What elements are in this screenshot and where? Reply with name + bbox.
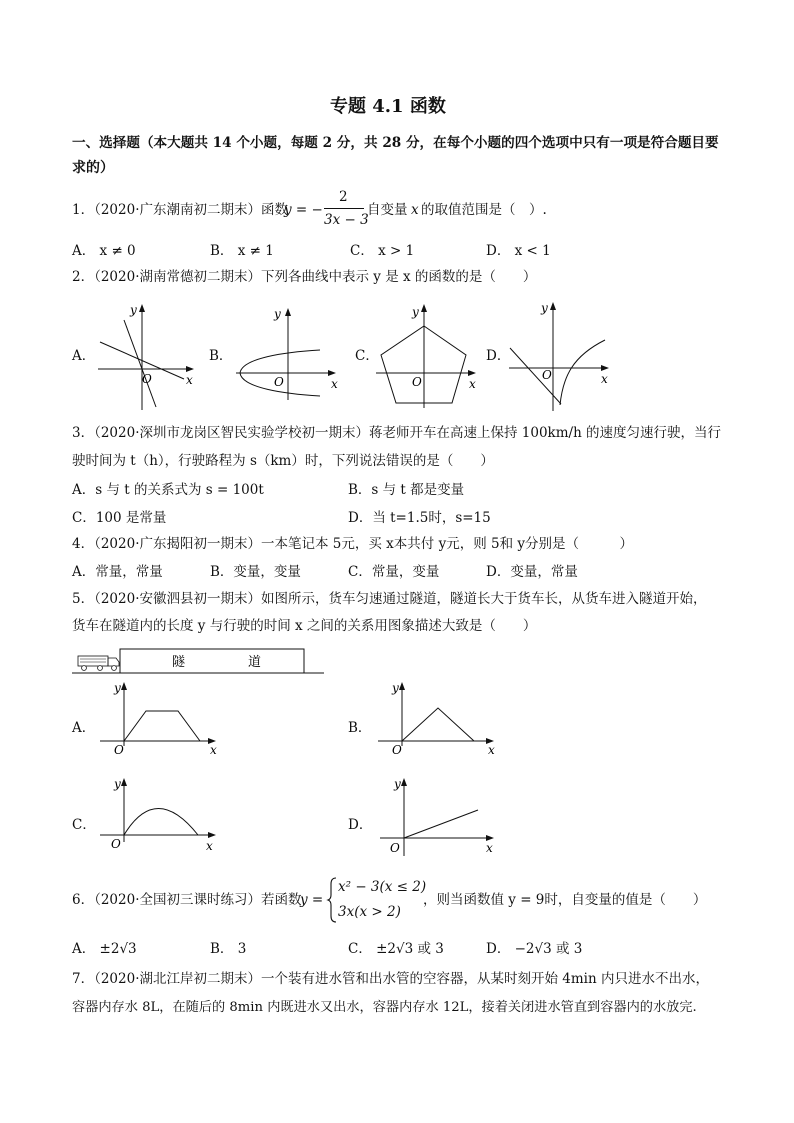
section-heading-line2: 求的） [72,160,114,176]
q2-graph-a [90,300,200,415]
q6-option-d: D． −2√3 或 3 [486,941,583,957]
q5-graph-a [96,676,226,756]
q5-c-origin-label: O [111,837,121,851]
q2-graph-c [372,300,487,412]
q3-question-line2: 驶时间为 t（h），行驶路程为 s（km）时，下列说法错误的是（ ） [72,453,494,469]
q5-b-x-label: x [488,743,495,757]
q6-option-b: B． 3 [210,941,247,957]
q2-a-x-label: x [186,373,193,387]
q5-c-y-label: y [114,777,121,791]
tunnel-label-sui: 隧 [172,655,186,670]
q5-question-line1: 5．（2020·安徽泗县初一期末）如图所示，货车匀速通过隧道，隧道长大于货车长，从货车进入隧道开始， [72,591,707,607]
q1-fraction-bar [324,208,364,209]
q1-prefix: 1．（2020·广东潮南初二期末）函数 [72,202,288,218]
q2-d-x-label: x [601,372,608,386]
q2-label-a: A． [72,348,96,364]
q5-graph-d [376,774,506,864]
q5-label-b: B． [348,720,372,736]
q4-option-b: B．变量，变量 [210,564,301,580]
q5-b-y-label: y [392,681,399,695]
q1-option-a: A． x ≠ 0 [72,243,136,259]
q1-fraction-numerator: 2 [339,189,348,205]
q5-graph-c [96,774,226,854]
q2-b-y-label: y [274,307,281,321]
q6-case-2: 3x(x > 2) [338,904,401,920]
truck-icon [78,656,119,670]
page-title: 专题 4.1 函数 [330,96,446,117]
q2-d-origin-label: O [542,368,552,382]
q6-y-equals: y = [300,892,324,908]
q6-suffix: ，则当函数值 y = 9时，自变量的值是（ ） [423,892,707,908]
q2-label-d: D． [486,348,511,364]
q2-graph-b [230,300,345,415]
q5-label-d: D． [348,817,373,833]
q6-prefix: 6．（2020·全国初三课时练习）若函数 [72,892,302,908]
q2-c-y-label: y [412,305,419,319]
q1-var-x: x [411,202,419,218]
q2-label-b: B． [209,348,233,364]
q4-question: 4．（2020·广东揭阳初一期末）一本笔记本 5元，买 x本共付 y元，则 5和 y分别是（ ） [72,536,633,552]
section-heading-line1: 一、选择题（本大题共 14 个小题，每题 2 分，共 28 分，在每个小题的四个选项中只有一项是符合题目要 [72,135,719,151]
q3-option-a: A．s 与 t 的关系式为 s = 100t [72,482,264,498]
q2-a-origin-label: O [142,372,152,386]
q7-question-line1: 7．（2020·湖北江岸初二期末）一个装有进水管和出水管的空容器，从某时刻开始 4min 内只进水不出水， [72,971,709,987]
q3-option-c: C．100 是常量 [72,510,167,526]
q2-d-y-label: y [541,301,548,315]
q5-b-origin-label: O [392,743,402,757]
q5-a-y-label: y [114,681,121,695]
q3-option-b: B．s 与 t 都是变量 [348,482,465,498]
q2-question: 2．（2020·湖南常德初二期末）下列各曲线中表示 y 是 x 的函数的是（ ） [72,269,537,285]
q5-label-c: C． [72,817,96,833]
q1-formula-lhs: y = − [284,202,323,218]
q5-d-y-label: y [394,777,401,791]
q5-question-line2: 货车在隧道内的长度 y 与行驶的时间 x 之间的关系用图象描述大致是（ ） [72,618,537,634]
q5-a-x-label: x [210,743,217,757]
q2-c-x-label: x [469,377,476,391]
q2-b-x-label: x [331,377,338,391]
q1-suffix-a: 自变量 [367,202,408,218]
q3-question-line1: 3．（2020·深圳市龙岗区智民实验学校初一期末）蒋老师开车在高速上保持 100km/h 的速度匀速行驶，当行 [72,425,722,441]
q2-c-origin-label: O [412,375,422,389]
q1-option-b: B． x ≠ 1 [210,243,274,259]
q6-case-1: x² − 3(x ≤ 2) [338,879,427,895]
q4-option-c: C．常量，变量 [348,564,440,580]
q5-tunnel-figure [72,645,327,675]
q6-option-c: C． ±2√3 或 3 [348,941,444,957]
q1-option-d: D． x < 1 [486,243,551,259]
q5-graph-b [374,676,504,756]
q5-d-x-label: x [486,841,493,855]
q2-b-origin-label: O [274,375,284,389]
q2-label-c: C． [355,348,379,364]
q5-label-a: A． [72,720,96,736]
q1-option-c: C． x > 1 [350,243,415,259]
q4-option-d: D．变量，常量 [486,564,578,580]
q2-a-y-label: y [130,303,137,317]
q5-d-origin-label: O [390,841,400,855]
q6-brace-icon [328,876,338,924]
q6-option-a: A． ±2√3 [72,941,137,957]
tunnel-label-dao: 道 [248,655,262,670]
q2-graph-d [505,296,620,416]
q5-c-x-label: x [206,839,213,853]
q1-suffix-b: 的取值范围是（ ）. [421,202,547,218]
q5-a-origin-label: O [114,743,124,757]
q3-option-d: D．当 t=1.5时，s=15 [348,510,491,526]
q7-question-line2: 容器内存水 8L，在随后的 8min 内既进水又出水，容器内存水 12L，接着关闭进水管直到容器内的水放完. [72,1000,697,1015]
q4-option-a: A．常量，常量 [72,564,163,580]
q1-fraction-denominator: 3x − 3 [324,212,369,228]
